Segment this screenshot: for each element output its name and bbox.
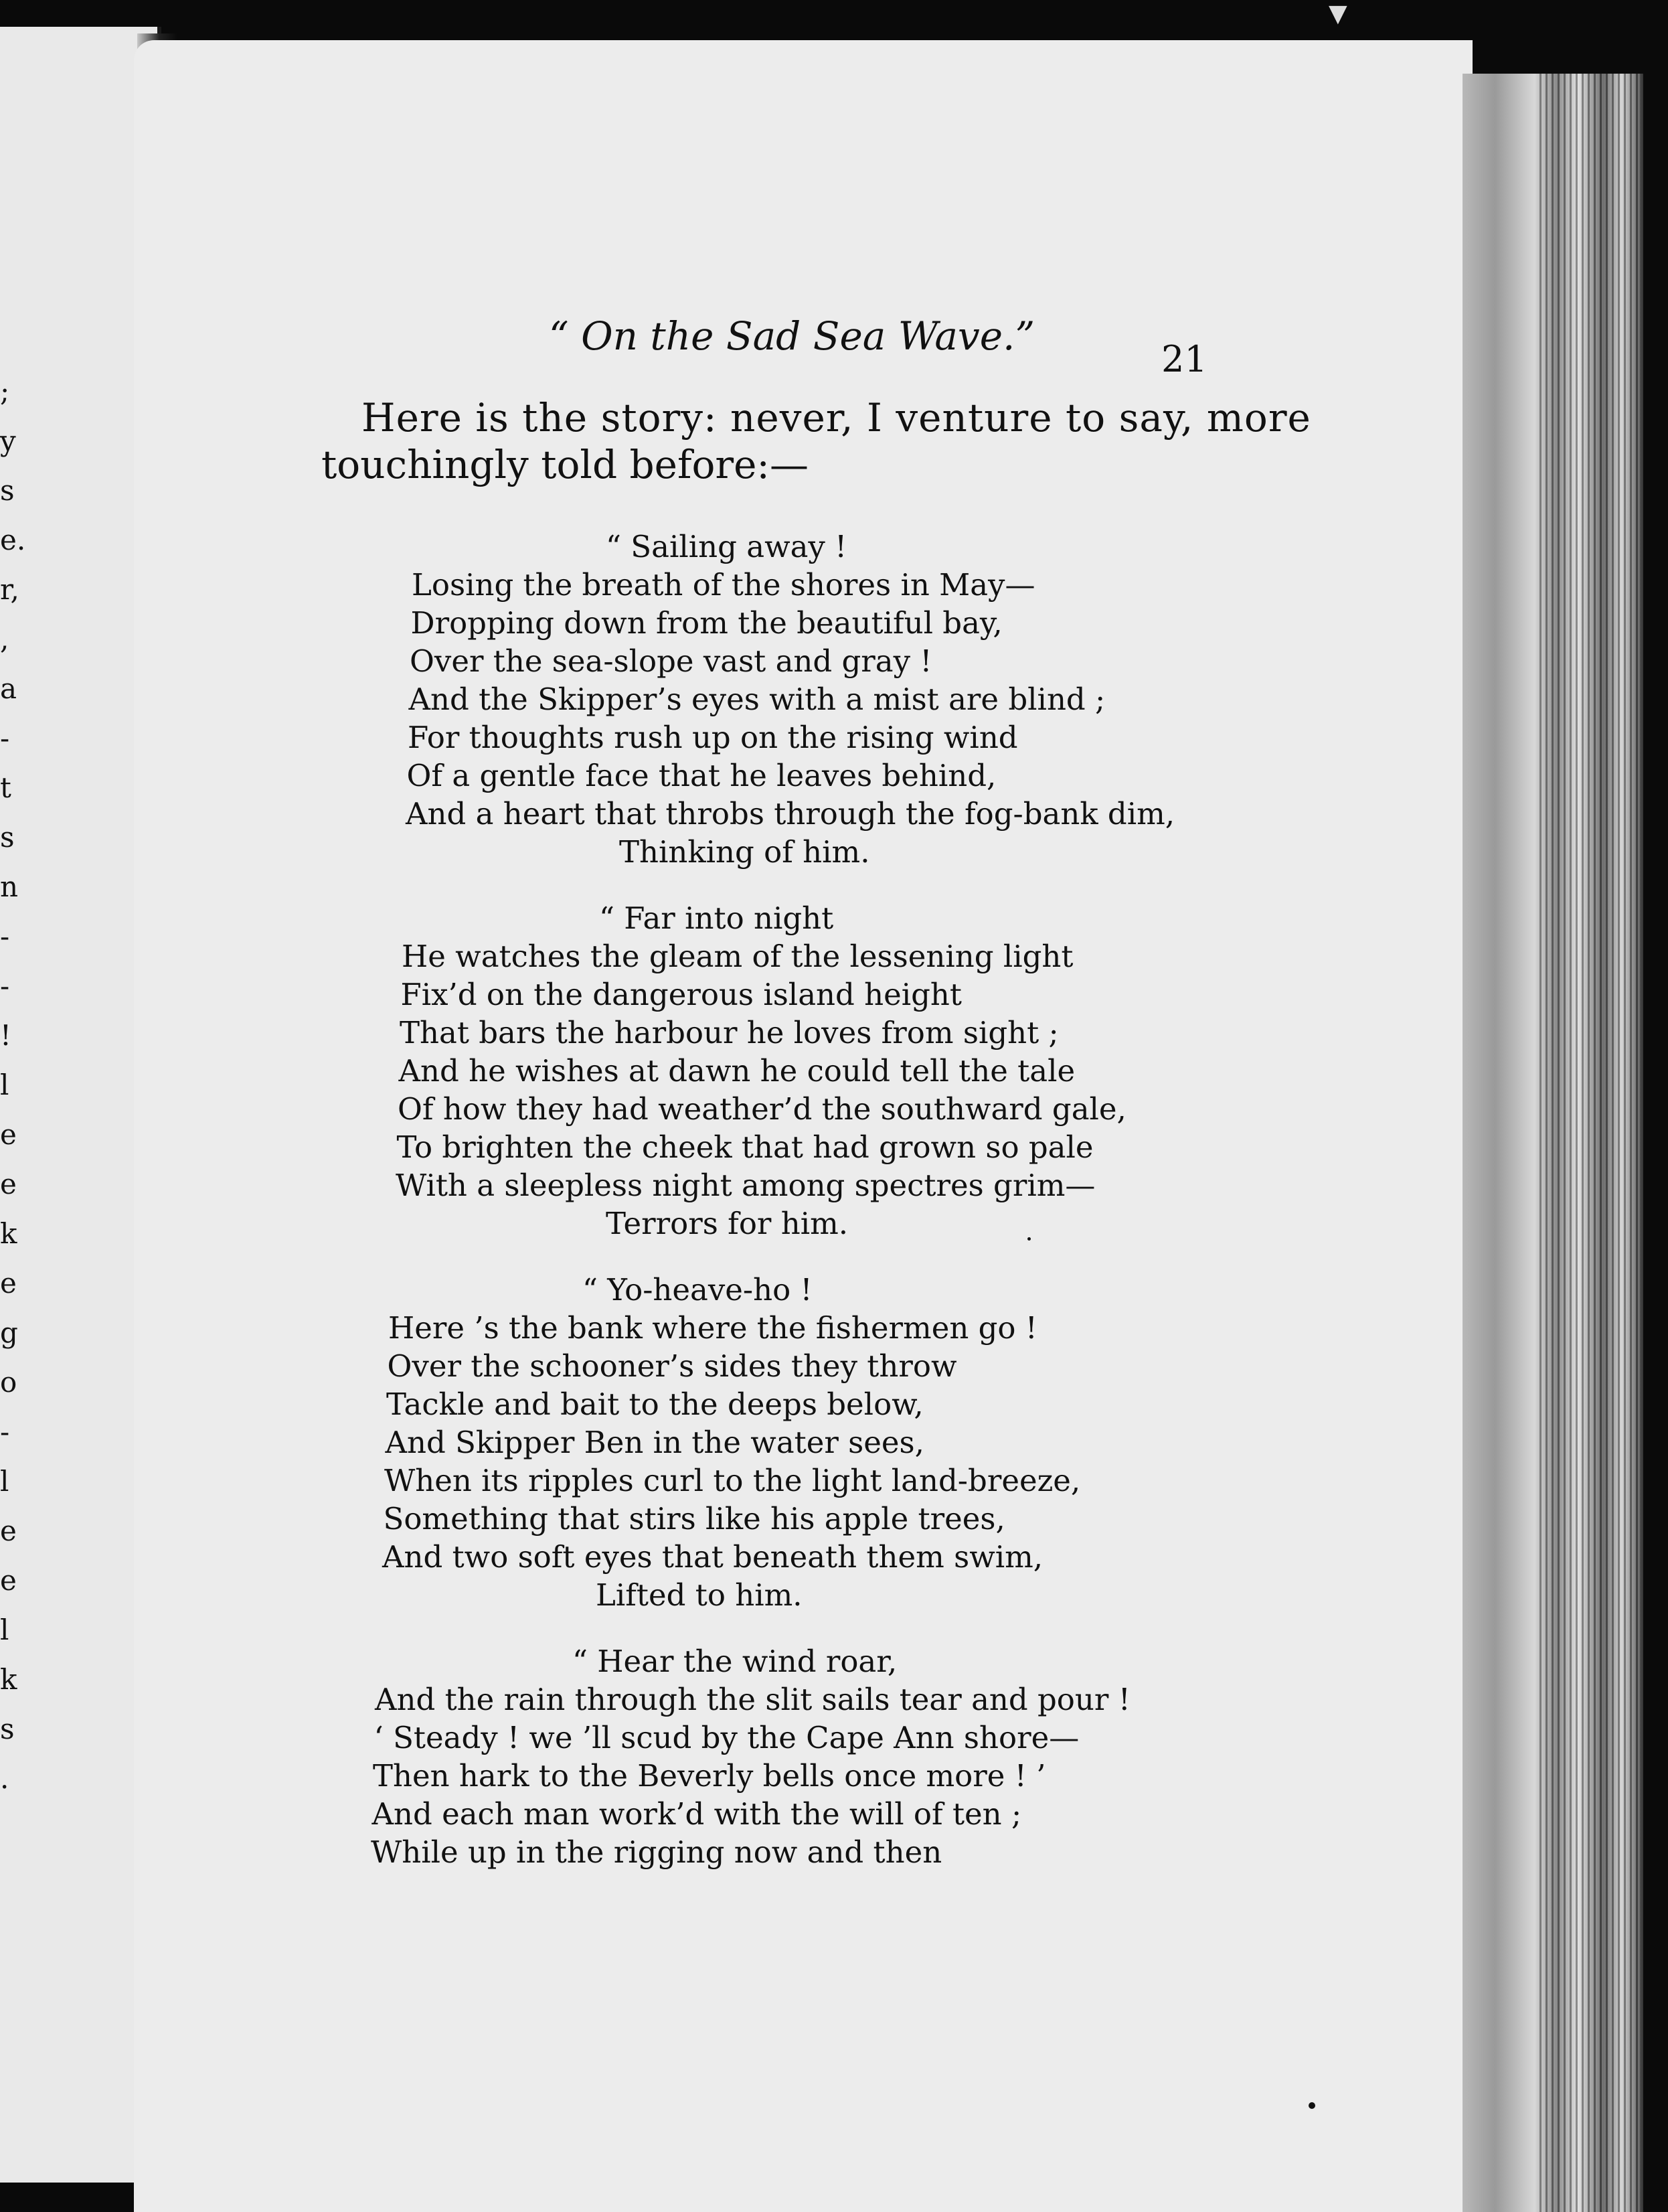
poem-line: “ Yo-heave-ho ! [582, 1272, 813, 1308]
ink-speck [1309, 2102, 1315, 2109]
poem-line: Then hark to the Beverly bells once more ! ’ [373, 1758, 1046, 1794]
poem-line: “ Hear the wind roar, [572, 1644, 898, 1679]
poem-line: ‘ Steady ! we ’ll scud by the Cape Ann shore— [373, 1720, 1080, 1755]
left-page-fragment: - [0, 722, 10, 755]
poem-line: Losing the breath of the shores in May— [412, 567, 1035, 603]
poem-line: Something that stirs like his apple trees, [383, 1501, 1005, 1536]
left-page-fragment: e [0, 1168, 17, 1200]
left-page-fragment: - [0, 969, 10, 1002]
poem-line: Over the schooner’s sides they throw [387, 1348, 957, 1384]
left-page-fragment: s [0, 821, 15, 854]
intro-line-1: Here is the story: never, I venture to say, more [361, 395, 1311, 441]
poem-line: Over the sea-slope vast and gray ! [410, 643, 932, 679]
poem-line: Thinking of him. [619, 834, 870, 870]
poem-line: Of how they had weather’d the southward gale, [398, 1091, 1127, 1127]
left-page-fragment: l [0, 1069, 9, 1101]
poem-line: Of a gentle face that he leaves behind, [406, 758, 997, 793]
left-page-fragment: r, [0, 573, 19, 606]
poem-line: Here ’s the bank where the fishermen go ! [388, 1310, 1037, 1346]
left-page-fragment: - [0, 920, 10, 953]
poem-line: And each man work’d with the will of ten ; [371, 1796, 1022, 1832]
poem-line: And the rain through the slit sails tear and pour ! [375, 1682, 1131, 1717]
left-page-fragment: e [0, 1118, 17, 1151]
left-page-fragment: y [0, 424, 16, 457]
left-page-fragment: k [0, 1663, 17, 1696]
running-head: “ On the Sad Sea Wave.” [549, 313, 1035, 359]
poem-line: And Skipper Ben in the water sees, [385, 1425, 924, 1460]
left-page-fragment: l [0, 1465, 9, 1498]
left-page-fragment: t [0, 771, 11, 804]
left-page-fragment: e. [0, 524, 26, 556]
poem-line: Fix’d on the dangerous island height [400, 977, 962, 1012]
poem-line: Terrors for him. [606, 1206, 849, 1241]
left-page-fragment: g [0, 1316, 18, 1349]
poem-line: And two soft eyes that beneath them swim, [382, 1539, 1044, 1575]
ink-speck [1027, 1237, 1031, 1241]
left-page-fragment: ; [0, 375, 10, 408]
poem-line: While up in the rigging now and then [371, 1834, 942, 1870]
left-page-fragment: o [0, 1366, 17, 1399]
poem-line: And a heart that throbs through the fog-bank dim, [406, 796, 1175, 832]
left-page-fragment: k [0, 1217, 17, 1250]
top-clip-mark: ▼ [1329, 0, 1347, 27]
poem-line: “ Far into night [599, 900, 834, 936]
poem-line: Dropping down from the beautiful bay, [410, 605, 1003, 641]
intro-line-2: touchingly told before:— [321, 442, 809, 487]
left-page-fragment: n [0, 870, 19, 903]
left-page-fragment: e [0, 1267, 17, 1299]
poem-line: He watches the gleam of the lessening light [402, 939, 1074, 974]
poem-line: To brighten the cheek that had grown so pale [396, 1129, 1094, 1165]
page-edge-lines [1539, 74, 1640, 2212]
left-page-fragment: e [0, 1564, 17, 1597]
left-page-fragment: ! [0, 1019, 11, 1052]
left-page-fragment: l [0, 1613, 9, 1646]
poem-line: Tackle and bait to the deeps below, [386, 1387, 924, 1422]
left-page-fragment: , [0, 623, 9, 655]
poem-line: And he wishes at dawn he could tell the tale [398, 1053, 1076, 1089]
left-page-fragment: s [0, 1713, 15, 1745]
page-number: 21 [1161, 338, 1207, 380]
poem-line: Lifted to him. [596, 1577, 803, 1613]
poem-line: “ Sailing away ! [606, 529, 847, 564]
poem-line: And the Skipper’s eyes with a mist are blind ; [408, 682, 1106, 717]
left-page-fragment: a [0, 672, 17, 705]
poem-line: When its ripples curl to the light land-breeze, [384, 1463, 1081, 1498]
poem-line: With a sleepless night among spectres grim— [396, 1168, 1096, 1203]
left-page-fragment: e [0, 1514, 17, 1547]
left-page-fragment: s [0, 474, 15, 507]
left-page-fragment: . [0, 1762, 9, 1795]
poem-line: That bars the harbour he loves from sight ; [400, 1015, 1059, 1050]
poem-line: For thoughts rush up on the rising wind [408, 720, 1018, 755]
left-page-fragment: - [0, 1415, 10, 1448]
